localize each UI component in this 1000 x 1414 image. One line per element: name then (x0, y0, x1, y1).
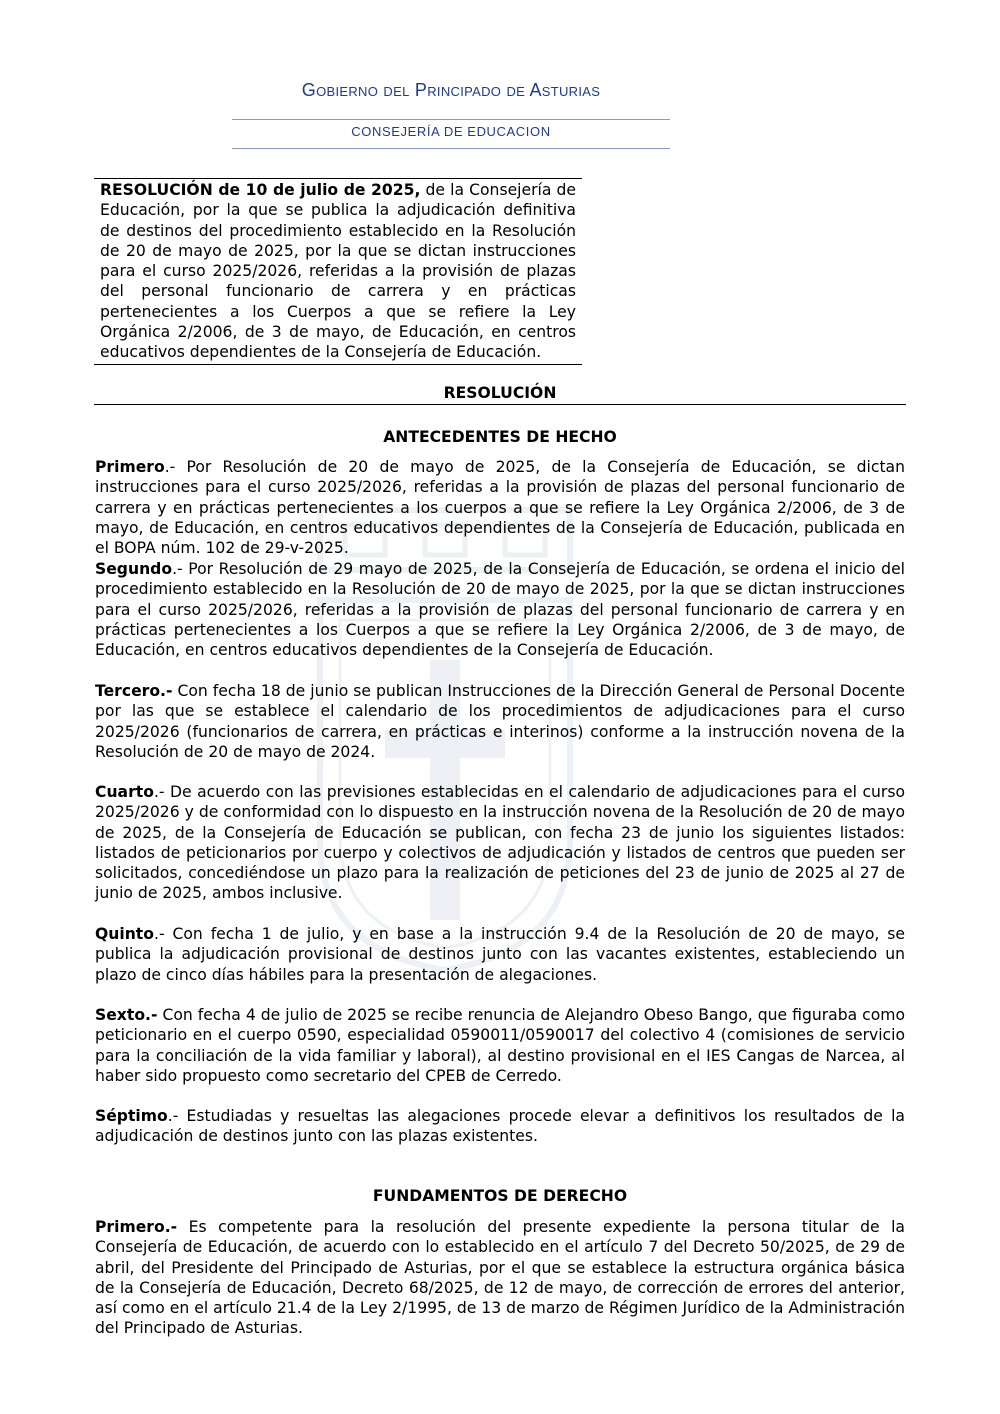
summary-text: de la Consejería de Educación, por la que se publica la adjudicación definitiva de destinos del procedimiento establecido en la Resolución de 20 de mayo de 2025, por la que se dictan instrucciones para el curso 2025/2026, referidas a la provisión de plazas del personal funcionario de carrera y en prácticas pertenecientes a los Cuerpos a que se refiere la Ley Orgánica 2/2006, de 3 de mayo, de Educación, en centros educativos dependientes de la Consejería de Educación. (100, 181, 576, 362)
antecedente-paragraph (95, 559, 905, 660)
resolution-summary (94, 178, 582, 365)
antecedente-paragraph (95, 681, 905, 762)
paragraph-lead: Primero.- (95, 1218, 178, 1236)
department-title: CONSEJERÍA DE EDUCACION (351, 124, 551, 139)
paragraph-text: .- Estudiadas y resueltas las alegaciones procede elevar a definitivos los resultados de la adjudicación de destinos junto con las plazas existentes. (95, 1107, 905, 1146)
antecedente-paragraph (95, 1106, 905, 1147)
paragraph-text: Con fecha 4 de julio de 2025 se recibe renuncia de Alejandro Obeso Bango, que figuraba como peticionario en el cuerpo 0590, especialidad 0590011/0590017 del colectivo 4 (comisiones de servicio para la conciliación de la vida familiar y laboral), al destino provisional en el IES Cangas de Narcea, al haber sido propuesto como secretario del CPEB de Cerredo. (95, 1006, 905, 1085)
government-title: Gobierno del Principado de Asturias (301, 80, 601, 100)
paragraph-lead: Segundo (95, 560, 173, 578)
paragraph-lead: Primero (95, 458, 165, 476)
header-divider (232, 119, 670, 120)
paragraph-lead: Tercero.- (95, 682, 173, 700)
antecedente-paragraph (95, 457, 905, 558)
antecedente-paragraph (95, 1005, 905, 1086)
paragraph-lead: Quinto (95, 925, 154, 943)
paragraph-text: .- Por Resolución de 20 de mayo de 2025, de la Consejería de Educación, se dictan instrucciones para el curso 2025/2026, referidas a la provisión de plazas del personal funcionario de carrera y en prácticas pertenecientes a los cuerpos a que se refiere la Ley Orgánica 2/2006, de 3 de mayo, de Educación, en centros educativos dependientes de la Consejería de Educación, publicada en el BOPA núm. 102 de 29-v-2025. (95, 458, 905, 558)
summary-bold-lead: RESOLUCIÓN de 10 de julio de 2025, (100, 181, 421, 199)
fundamentos-heading: FUNDAMENTOS DE DERECHO (372, 1187, 628, 1205)
paragraph-lead: Cuarto (95, 783, 154, 801)
header-divider (232, 148, 670, 149)
antecedente-paragraph (95, 782, 905, 904)
antecedente-paragraph (95, 924, 905, 985)
paragraph-text: .- De acuerdo con las previsiones establecidas en el calendario de adjudicaciones para el curso 2025/2026 y de conformidad con lo dispuesto en la instrucción novena de la Resolución de 20 de mayo de 2025, de la Consejería de Educación se publican, con fecha 23 de junio los siguientes listados: listados de peticionarios por cuerpo y colectivos de adjudicación y listados de centros que pueden ser solicitados, concediéndose un plazo para la realización de peticiones del 23 de junio de 2025 al 27 de junio de 2025, ambos inclusive. (95, 783, 905, 903)
section-divider (94, 404, 906, 405)
fundamento-paragraph (95, 1217, 905, 1339)
paragraph-text: .- Con fecha 1 de julio, y en base a la instrucción 9.4 de la Resolución de 20 de mayo, se publica la adjudicación provisional de destinos junto con las vacantes existentes, estableciendo un plazo de cinco días hábiles para la presentación de alegaciones. (95, 925, 905, 984)
paragraph-text: Es competente para la resolución del presente expediente la persona titular de la Consejería de Educación, de acuerdo con lo establecido en el artículo 7 del Decreto 50/2025, de 29 de abril, del Presidente del Principado de Asturias, por el que se establece la estructura orgánica básica de la Consejería de Educación, Decreto 68/2025, de 12 de mayo, de corrección de errores del anterior, así como en el artículo 21.4 de la Ley 2/1995, de 13 de marzo de Régimen Jurídico de la Administración del Principado de Asturias. (95, 1218, 905, 1338)
antecedentes-heading: ANTECEDENTES DE HECHO (383, 428, 617, 446)
paragraph-lead: Séptimo (95, 1107, 168, 1125)
paragraph-text: Con fecha 18 de junio se publican Instrucciones de la Dirección General de Personal Docente por las que se establece el calendario de los procedimientos de adjudicaciones para el curso 2025/2026 (funcionarios de carrera, en prácticas e interinos) conforme a la instrucción novena de la Resolución de 20 de mayo de 2024. (95, 682, 905, 761)
paragraph-text: .- Por Resolución de 29 mayo de 2025, de la Consejería de Educación, se ordena el inicio del procedimiento establecido en la Resolución de 20 de mayo de 2025, por la que se dictan instrucciones para el curso 2025/2026, referidas a la provisión de plazas del personal funcionario de carrera y en prácticas pertenecientes a los Cuerpos a que se refiere la Ley Orgánica 2/2006, de 3 de mayo, de Educación, en centros educativos dependientes de la Consejería de Educación. (95, 560, 905, 660)
resolution-heading: RESOLUCIÓN (443, 384, 557, 402)
paragraph-lead: Sexto.- (95, 1006, 158, 1024)
